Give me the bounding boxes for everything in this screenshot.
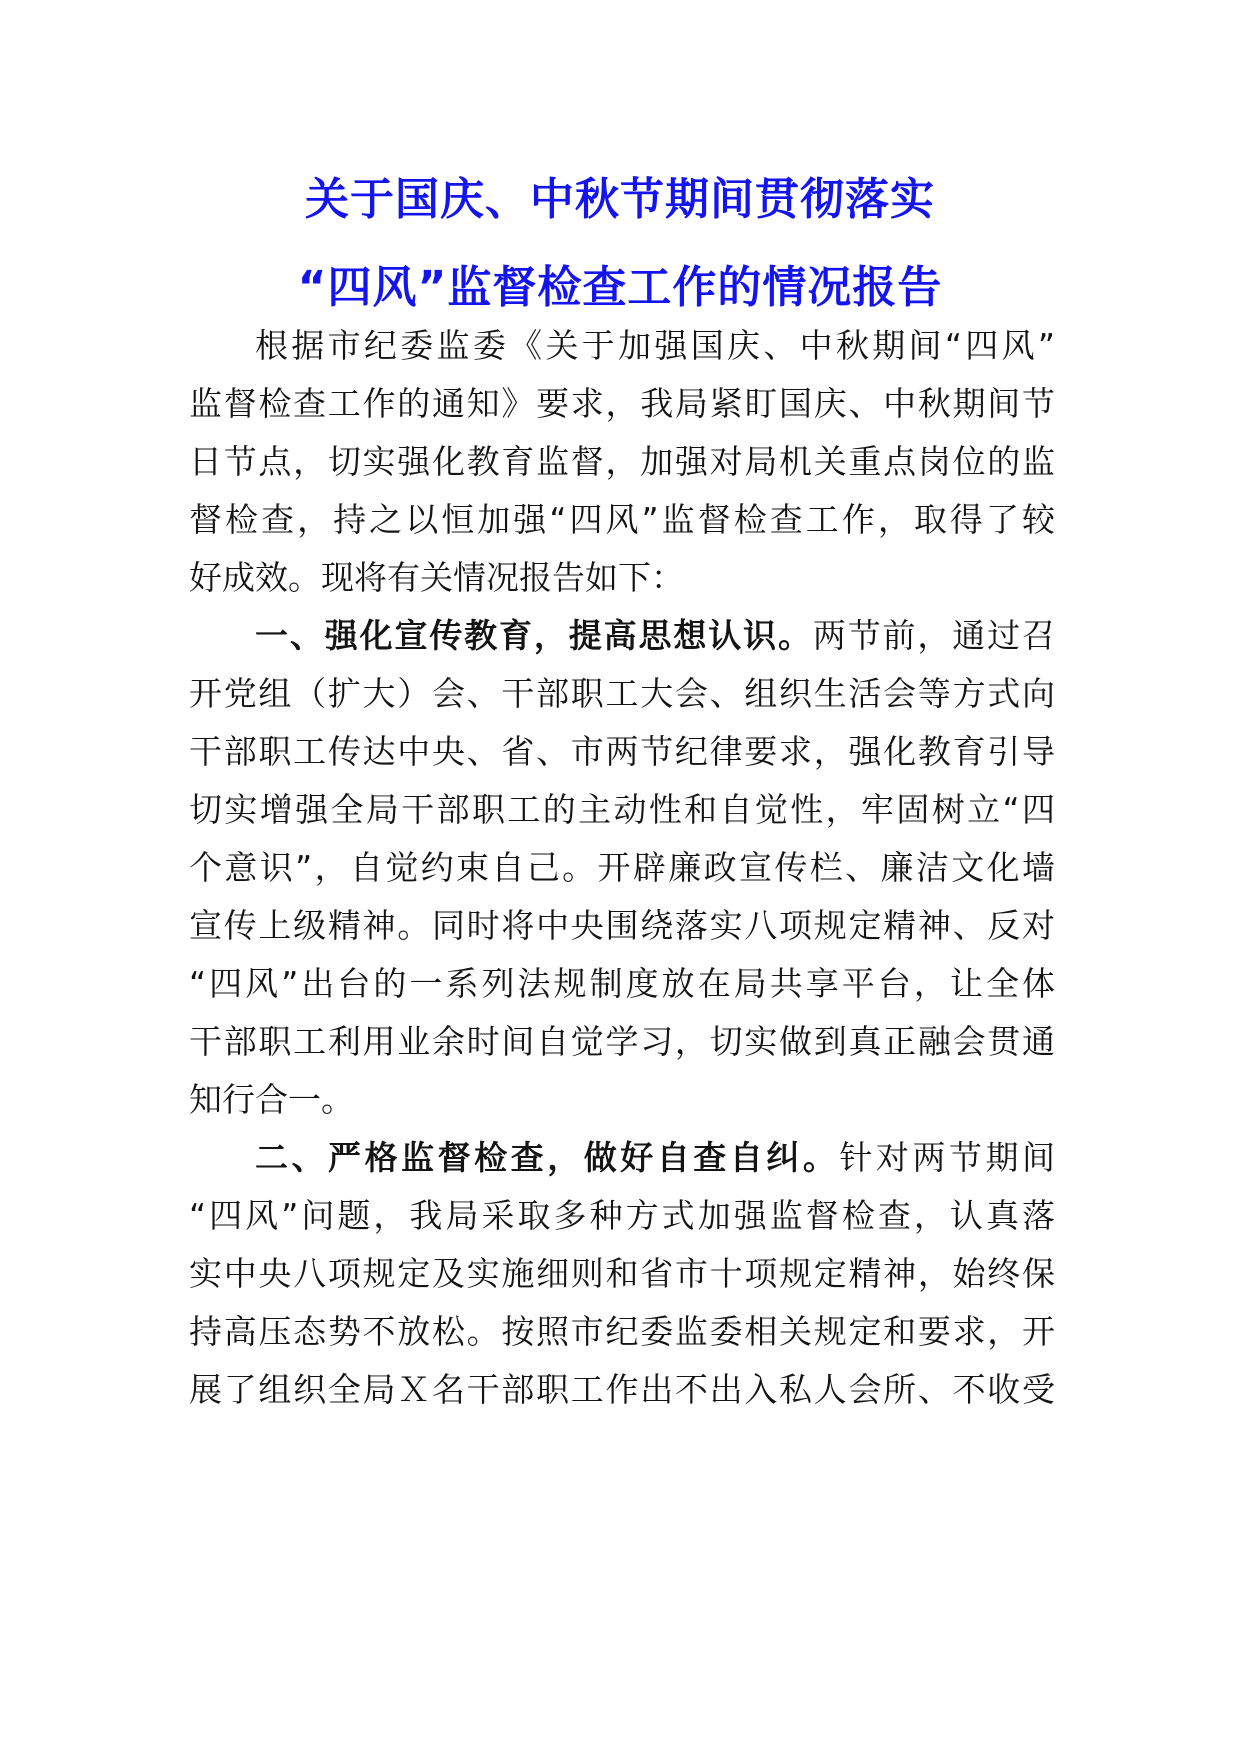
- section-line: [255, 1135, 1055, 1181]
- document-title-line-2: “四风”监督检查工作的情况报告: [297, 262, 943, 313]
- section-line: [255, 613, 1055, 659]
- body-line: “四风”出台的一系列法规制度放在局共享平台，让全体: [189, 964, 1055, 1003]
- body-line: 根据市纪委监委《关于加强国庆、中秋期间“四风”: [255, 326, 1055, 365]
- body-line: 监督检查工作的通知》要求，我局紧盯国庆、中秋期间节: [189, 384, 1055, 423]
- section-text: 针对两节期间: [839, 1138, 1056, 1177]
- section-text: 两节前，通过召: [812, 616, 1056, 655]
- body-line: 持高压态势不放松。按照市纪委监委相关规定和要求，开: [189, 1312, 1055, 1351]
- body-line: 展了组织全局Ｘ名干部职工作出不出入私人会所、不收受: [189, 1370, 1055, 1409]
- body-line: 知行合一。: [189, 1080, 354, 1119]
- body-line: 日节点，切实强化教育监督，加强对局机关重点岗位的监: [189, 442, 1055, 481]
- body-line: 督检查，持之以恒加强“四风”监督检查工作，取得了较: [189, 500, 1055, 539]
- body-line: 开党组（扩大）会、干部职工大会、组织生活会等方式向: [189, 674, 1055, 713]
- document-title-line-1: 关于国庆、中秋节期间贯彻落实: [305, 174, 935, 225]
- section-heading-2: 二、严格监督检查，做好自查自纠。: [255, 1138, 840, 1177]
- body-line: “四风”问题，我局采取多种方式加强监督检查，认真落: [189, 1196, 1055, 1235]
- body-line: 实中央八项规定及实施细则和省市十项规定精神，始终保: [189, 1254, 1055, 1293]
- body-line: 个意识”，自觉约束自己。开辟廉政宣传栏、廉洁文化墙: [189, 848, 1055, 887]
- body-line: 切实增强全局干部职工的主动性和自觉性，牢固树立“四: [189, 790, 1055, 829]
- body-line: 好成效。现将有关情况报告如下：: [189, 558, 684, 597]
- section-heading-1: 一、强化宣传教育，提高思想认识。: [255, 616, 813, 655]
- body-line: 干部职工利用业余时间自觉学习，切实做到真正融会贯通: [189, 1022, 1055, 1061]
- body-line: 宣传上级精神。同时将中央围绕落实八项规定精神、反对: [189, 906, 1055, 945]
- body-line: 干部职工传达中央、省、市两节纪律要求，强化教育引导: [189, 732, 1055, 771]
